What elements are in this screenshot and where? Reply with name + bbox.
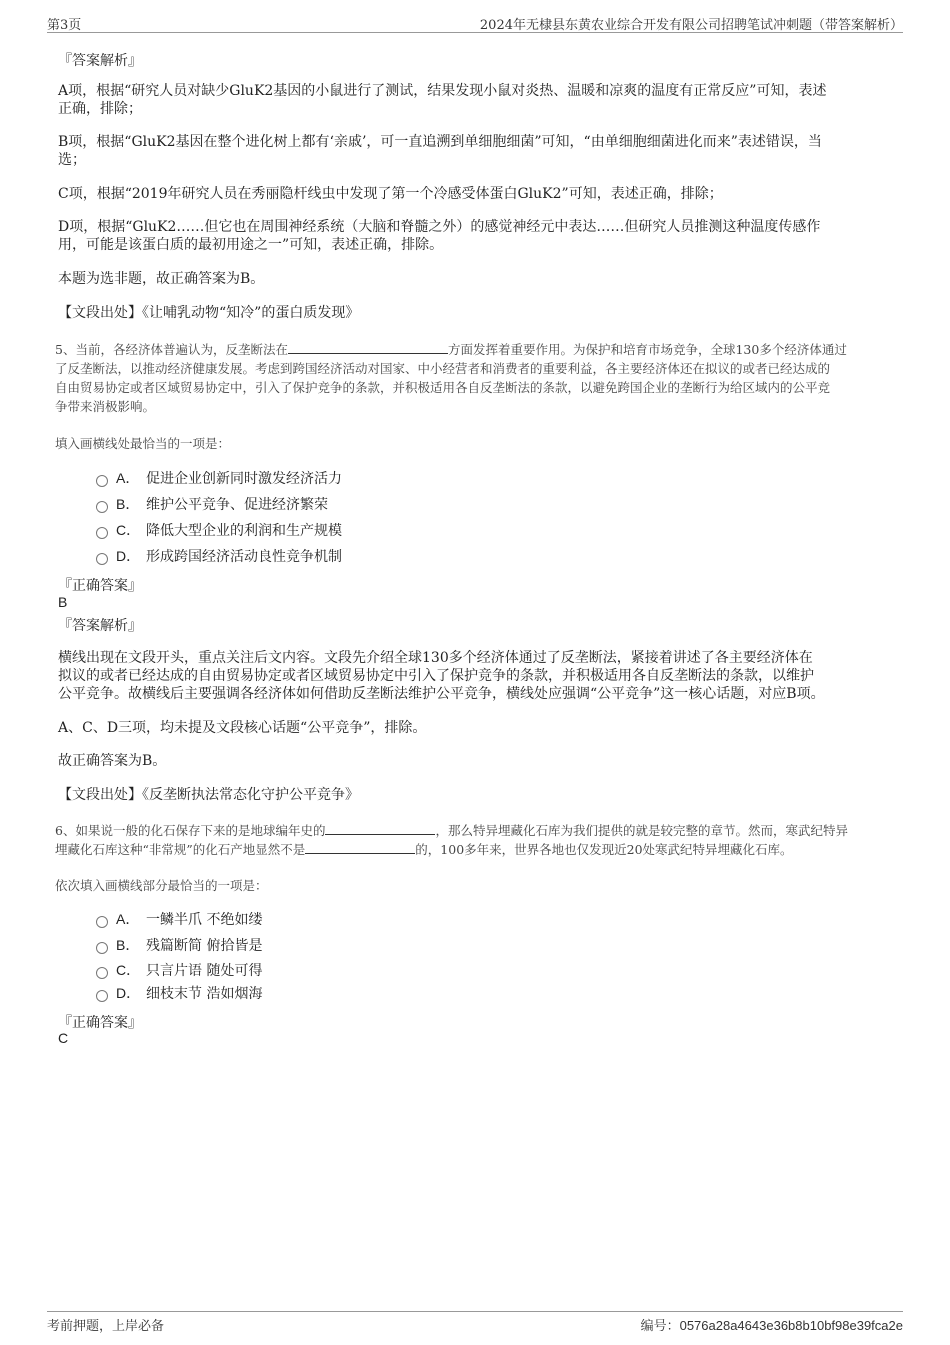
- text-line: [55, 840, 895, 859]
- q6-option-c[interactable]: [96, 960, 262, 980]
- option-text: 残篇断简 俯拾皆是: [146, 938, 263, 954]
- q4-analysis-d: [58, 218, 893, 254]
- text-line: D项，根据“GluK2……但它也在周围神经系统（大脑和脊髓之外）的感觉神经元中表达……但研究人员推测这种温度传感作: [58, 219, 821, 235]
- q4-analysis-label: 『答案解析』: [58, 53, 142, 69]
- q6-option-b[interactable]: [96, 935, 262, 955]
- q4-analysis-a: [58, 82, 893, 118]
- option-text: 降低大型企业的利润和生产规模: [146, 523, 342, 539]
- option-letter: B．: [116, 496, 140, 512]
- document-title: 2024年无棣县东黄农业综合开发有限公司招聘笔试冲刺题（带答案解析）: [479, 18, 903, 33]
- option-letter: A．: [116, 911, 140, 927]
- q6-prompt: 依次填入画横线部分最恰当的一项是：: [55, 878, 268, 893]
- q6-correct-answer: C: [58, 1030, 69, 1046]
- q5-option-a[interactable]: [96, 468, 342, 488]
- stem-text: 6、如果说一般的化石保存下来的是地球编年史的: [55, 823, 326, 838]
- option-letter: B．: [116, 937, 140, 953]
- option-letter: D．: [116, 548, 141, 564]
- stem-text: ，那么特异埋藏化石库为我们提供的就是较完整的章节。然而，寒武纪特异: [435, 823, 848, 838]
- code-label: 编号：: [640, 1319, 680, 1334]
- text-line: 横线出现在文段开头，重点关注后文内容。文段先介绍全球130多个经济体通过了反垄断法，紧接着讲述了各主要经济体在: [58, 650, 813, 666]
- radio-icon[interactable]: [96, 990, 108, 1002]
- q6-option-a[interactable]: [96, 909, 262, 929]
- fill-blank: [325, 821, 435, 835]
- radio-icon[interactable]: [96, 916, 108, 928]
- code-value: 0576a28a4643e36b8b10bf98e39fca2e: [679, 1318, 903, 1333]
- document-code: [641, 1315, 903, 1334]
- q5-correct-answer: B: [58, 594, 68, 610]
- radio-icon[interactable]: [96, 527, 108, 539]
- text-line: 自由贸易协定或者区域贸易协定中，引入了保护竞争的条款，并积极适用各自反垄断法的条款，以避免跨国企业的垄断行为给区域内的公平竞: [55, 380, 831, 395]
- option-letter: C．: [116, 522, 141, 538]
- page-header: [47, 12, 903, 33]
- q4-source: 【文段出处】《让哺乳动物“知冷”的蛋白质发现》: [58, 305, 360, 321]
- q5-option-d[interactable]: [96, 546, 342, 566]
- option-text: 一鳞半爪 不绝如缕: [146, 912, 263, 928]
- option-text: 形成跨国经济活动良性竞争机制: [146, 549, 342, 565]
- q4-analysis-b: [58, 133, 893, 169]
- q6-stem: [55, 821, 895, 859]
- text-line: 争带来消极影响。: [55, 399, 156, 414]
- q5-option-c[interactable]: [96, 520, 342, 540]
- stem-text: 的，100多年来，世界各地也仅发现近20处寒武纪特异埋藏化石库。: [415, 842, 793, 857]
- text-line: A项，根据“研究人员对缺少GluK2基因的小鼠进行了测试，结果发现小鼠对炎热、温暖和凉爽的温度有正常反应”可知，表述: [58, 83, 827, 99]
- option-letter: D．: [116, 985, 141, 1001]
- option-text: 促进企业创新同时激发经济活力: [146, 471, 342, 487]
- text-line: 公平竞争。故横线后主要强调各经济体如何借助反垄断法维护公平竞争，横线处应强调“公平竞争”这一核心话题，对应B项。: [58, 686, 825, 702]
- q4-analysis-c: [58, 185, 893, 203]
- q5-correct-label: 『正确答案』: [58, 578, 142, 594]
- option-text: 维护公平竞争、促进经济繁荣: [146, 497, 328, 513]
- q5-stem: [55, 340, 895, 416]
- footer-slogan: 考前押题，上岸必备: [47, 1319, 165, 1334]
- text-line: 正确，排除；: [58, 101, 142, 117]
- fill-blank: [305, 840, 415, 854]
- q5-analysis-p2: A、C、D三项，均未提及文段核心话题“公平竞争”，排除。: [58, 720, 427, 736]
- stem-text: 5、当前，各经济体普遍认为，反垄断法在: [55, 342, 288, 357]
- q5-analysis-label: 『答案解析』: [58, 618, 142, 634]
- page-footer: [47, 1311, 903, 1336]
- q5-conclusion: 故正确答案为B。: [58, 753, 167, 769]
- option-text: 细枝末节 浩如烟海: [146, 986, 263, 1002]
- text-line: 了反垄断法，以推动经济健康发展。考虑到跨国经济活动对国家、中小经营者和消费者的重要利益，各主要经济体还在拟议的或者已经达成的: [55, 361, 831, 376]
- text-line: 选；: [58, 152, 86, 168]
- q5-option-b[interactable]: [96, 494, 328, 514]
- page-number: 第3页: [47, 18, 82, 33]
- q4-conclusion: 本题为选非题，故正确答案为B。: [58, 271, 265, 287]
- q6-correct-label: 『正确答案』: [58, 1015, 142, 1031]
- text-line: C项，根据“2019年研究人员在秀丽隐杆线虫中发现了第一个冷感受体蛋白GluK2”可知，表述正确，排除；: [58, 186, 723, 202]
- radio-icon[interactable]: [96, 553, 108, 565]
- option-letter: A．: [116, 470, 140, 486]
- q6-option-d[interactable]: [96, 983, 262, 1003]
- text-line: 用，可能是该蛋白质的最初用途之一”可知，表述正确，排除。: [58, 237, 444, 253]
- stem-text: 方面发挥着重要作用。为保护和培育市场竞争，全球130多个经济体通过: [447, 342, 847, 357]
- radio-icon[interactable]: [96, 475, 108, 487]
- q5-prompt: 填入画横线处最恰当的一项是：: [55, 436, 231, 451]
- radio-icon[interactable]: [96, 501, 108, 513]
- text-line: [55, 821, 895, 840]
- text-line: [55, 340, 895, 359]
- q5-analysis-p1: [58, 649, 893, 703]
- stem-text: 埋藏化石库这种“非常规”的化石产地显然不是: [55, 842, 306, 857]
- text-line: B项，根据“GluK2基因在整个进化树上都有‘亲戚’，可一直追溯到单细胞细菌”可知，“由单细胞细菌进化而来”表述错误，当: [58, 134, 822, 150]
- text-line: 拟议的或者已经达成的自由贸易协定或者区域贸易协定中引入了保护竞争的条款，并积极适用各自反垄断法的条款，以维护: [58, 668, 814, 684]
- option-letter: C．: [116, 962, 141, 978]
- radio-icon[interactable]: [96, 967, 108, 979]
- radio-icon[interactable]: [96, 942, 108, 954]
- q5-source: 【文段出处】《反垄断执法常态化守护公平竞争》: [58, 787, 359, 803]
- option-text: 只言片语 随处可得: [146, 963, 263, 979]
- fill-blank: [288, 340, 448, 354]
